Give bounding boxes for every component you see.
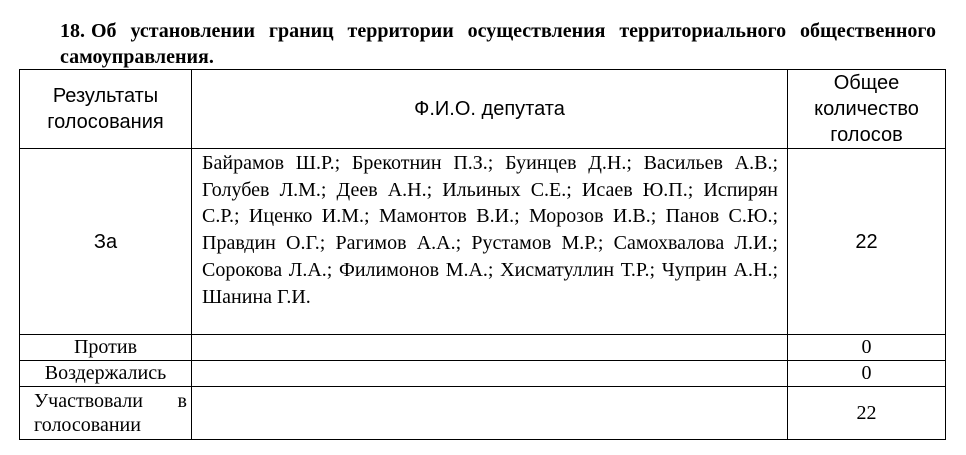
table-row-abstained <box>20 361 946 387</box>
row-label-for: За <box>20 149 192 335</box>
header-total: Общее количество голосов <box>788 70 946 149</box>
item-heading <box>60 18 936 70</box>
deputy-names-for: Байрамов Ш.Р.; Брекотнин П.З.; Буинцев Д.Н.; Васильев А.В.; Голубев Л.М.; Деев А.Н.; Ильиных С.Е.; Исаев Ю.П.; Испирян С.Р.; Иценко И.М.; Мамонтов В.И.; Морозов И.В.; Панов С.Ю.; Правдин О.Г.; Рагимов А.А.; Рустамов М.Р.; Самохвалова Л.И.; Сорокова Л.А.; Филимонов М.А.; Хисматуллин Т.Р.; Чуприн А.Н.; Шанина Г.И. <box>192 149 788 335</box>
count-against: 0 <box>788 335 946 361</box>
table-row-for <box>20 149 946 335</box>
table-row-against <box>20 335 946 361</box>
row-label-abstained: Воздержались <box>20 361 192 387</box>
header-results: Результаты голосования <box>20 70 192 149</box>
header-deputy: Ф.И.О. депутата <box>192 70 788 149</box>
count-for: 22 <box>788 149 946 335</box>
deputy-names-against <box>192 335 788 361</box>
deputy-names-participated <box>192 387 788 440</box>
count-participated: 22 <box>788 387 946 440</box>
row-label-participated: Участвовали в голосовании <box>20 387 192 440</box>
row-label-against: Против <box>20 335 192 361</box>
voting-results-table <box>19 69 946 440</box>
item-number: 18. <box>60 20 85 42</box>
deputy-names-abstained <box>192 361 788 387</box>
table-row-participated <box>20 387 946 440</box>
count-abstained: 0 <box>788 361 946 387</box>
item-title: Об установлении границ территории осуществления территориального общественного самоуправления. <box>60 20 936 68</box>
table-header-row <box>20 70 946 149</box>
